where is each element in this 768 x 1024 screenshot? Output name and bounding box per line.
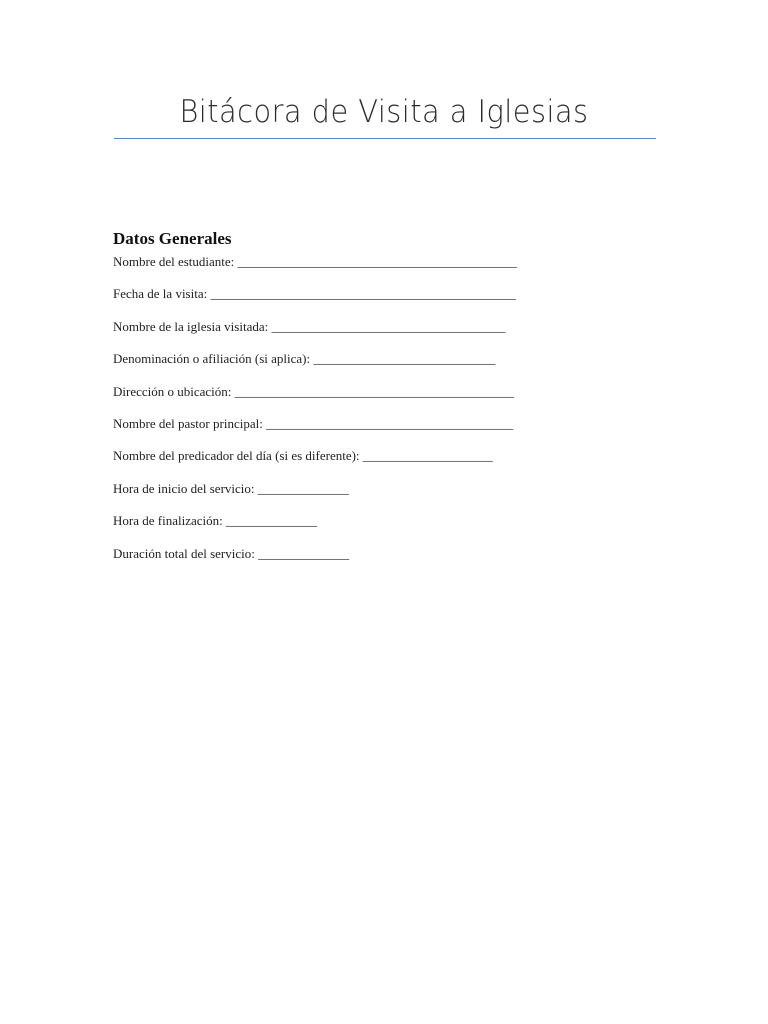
field-denomination: Denominación o afiliación (si aplica): ____________________________	[113, 351, 496, 367]
section-heading: Datos Generales	[113, 229, 232, 248]
title-underline	[114, 138, 656, 139]
field-student-name: Nombre del estudiante: ___________________________________________	[113, 254, 518, 269]
field-visit-date: Fecha de la visita: _______________________________________________	[113, 286, 516, 302]
field-pastor-name: Nombre del pastor principal: ______________________________________	[113, 415, 514, 431]
field-total-duration: Duración total del servicio: ______________	[113, 545, 350, 561]
document-title: Bitácora de Visita a Iglesias	[179, 94, 589, 130]
field-preacher-name: Nombre del predicador del día (si es diferente): ____________________	[113, 448, 493, 464]
field-end-time: Hora de finalización: ______________	[113, 513, 317, 529]
field-address: Dirección o ubicación: ___________________________________________	[113, 383, 515, 399]
field-start-time: Hora de inicio del servicio: ______________	[113, 480, 349, 496]
field-church-name: Nombre de la iglesia visitada: ____________________________________	[113, 318, 506, 334]
form-fields	[113, 253, 673, 577]
